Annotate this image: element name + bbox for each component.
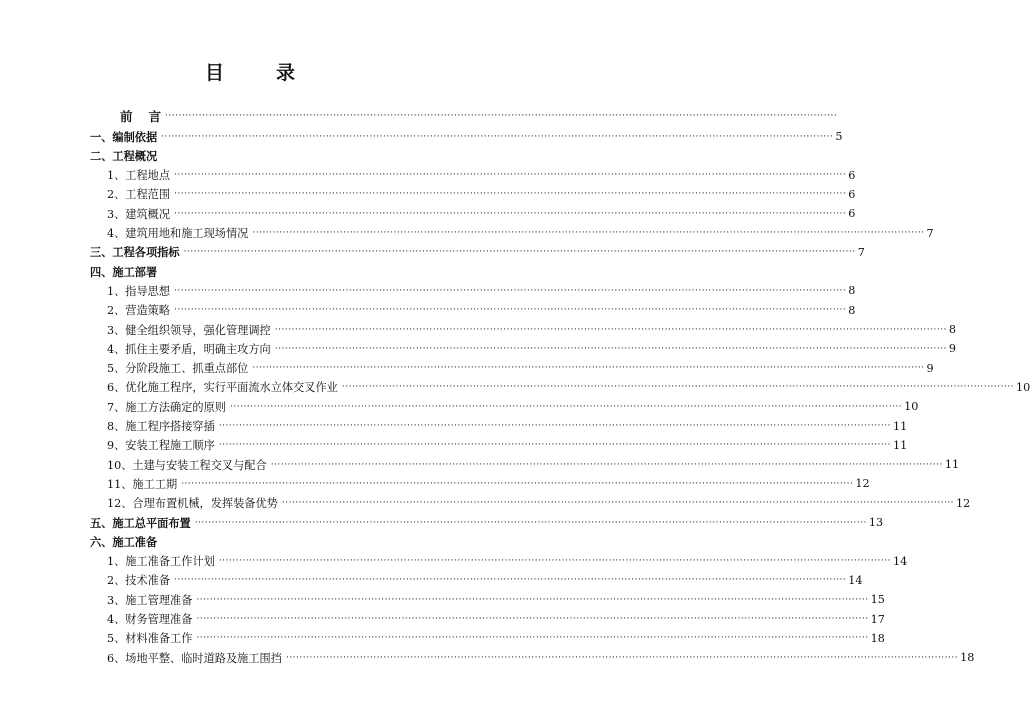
toc-entry-page: 8 <box>848 303 856 317</box>
toc-entry[interactable] <box>107 591 885 609</box>
toc-entry-label: 8、施工程序搭接穿插 <box>107 420 215 433</box>
toc-entry-label: 三、工程各项指标 <box>90 245 180 260</box>
toc-leader-dots: ········································································································································································································ <box>174 575 847 586</box>
toc-entry-page: 14 <box>848 573 863 587</box>
toc-leader-dots: ········································································································································································································ <box>285 652 959 663</box>
toc-entry-page: 15 <box>870 593 885 607</box>
toc-entry-label: 五、施工总平面布置 <box>90 515 191 530</box>
toc-entry-page: 6 <box>848 187 856 201</box>
toc-leader-dots: ········································································································································································································ <box>196 633 869 644</box>
toc-entry-label: 六、施工准备 <box>90 534 158 549</box>
toc-entry[interactable] <box>107 185 856 203</box>
toc-entry-page: 11 <box>892 438 908 452</box>
toc-entry-page: 11 <box>944 458 960 472</box>
toc-entry-page: 6 <box>848 168 856 182</box>
toc-entry-page: 5 <box>835 130 843 143</box>
toc-leader-dots: ········································································································································································································ <box>174 189 847 200</box>
toc-entry-label: 10、土建与安装工程交叉与配合 <box>107 458 267 472</box>
toc-leader-dots: ········································································································································································································ <box>270 459 943 470</box>
toc-entry[interactable] <box>107 340 957 358</box>
toc-entry[interactable] <box>107 456 960 474</box>
toc-entry-label: 2、营造策略 <box>107 304 171 318</box>
toc-entry-page: 18 <box>870 631 885 645</box>
toc-entry[interactable] <box>107 571 863 589</box>
toc-entry-page: 12 <box>956 496 971 510</box>
toc-entry-page: 8 <box>948 323 957 336</box>
toc-entry[interactable] <box>107 436 908 454</box>
toc-entry-page: 9 <box>948 342 957 356</box>
toc-leader-dots: ········································································································································································································ <box>274 324 947 335</box>
toc-entry-label: 前 言 <box>120 109 162 124</box>
toc-entry[interactable] <box>107 301 856 319</box>
toc-entry-page: 10 <box>904 400 919 414</box>
toc-entry-label: 四、施工部署 <box>90 264 158 279</box>
toc-entry-page: 11 <box>892 419 908 433</box>
toc-entry-page: 12 <box>855 477 870 491</box>
toc-leader-dots: ········································································································································································································ <box>252 228 925 238</box>
toc-entry-label: 5、材料准备工作 <box>107 632 193 646</box>
toc-entry-label: 1、工程地点 <box>107 169 171 183</box>
toc-leader-dots: ········································································································································································································ <box>230 401 903 412</box>
toc-entry-label: 5、分阶段施工、抓重点部位 <box>107 362 249 376</box>
toc-entry-label: 6、优化施工程序，实行平面流水立体交叉作业 <box>107 381 338 395</box>
toc-leader-dots: ········································································································································································································ <box>161 131 834 142</box>
toc-entry[interactable] <box>107 629 885 647</box>
toc-entry[interactable] <box>90 243 865 261</box>
toc-entry[interactable] <box>107 398 919 416</box>
toc-entry-label: 2、工程范围 <box>107 188 171 202</box>
toc-entry-preface[interactable] <box>120 107 838 125</box>
toc-entry-page: 9 <box>926 361 934 375</box>
toc-entry-page: 7 <box>857 245 865 259</box>
toc-entry-label: 4、抓住主要矛盾，明确主攻方向 <box>107 342 271 356</box>
toc-entry-label: 11、施工工期 <box>107 477 178 491</box>
toc-entry-label: 12、合理布置机械，发挥装备优势 <box>107 497 278 511</box>
toc-title-char-2: 录 <box>276 62 296 84</box>
toc-entry[interactable] <box>107 417 908 435</box>
toc-leader-dots: ········································································································································································································ <box>174 285 847 296</box>
toc-entry-label: 3、健全组织领导，强化管理调控 <box>107 323 271 337</box>
toc-leader-dots: ········································································································································································································ <box>174 170 847 181</box>
toc-leader-dots: ········································································································································································································ <box>174 208 847 219</box>
toc-entry[interactable] <box>107 649 975 667</box>
toc-entry[interactable] <box>107 610 885 628</box>
toc-leader-dots: ········································································································································································································ <box>181 478 854 489</box>
toc-entry-page: 10 <box>1016 380 1030 394</box>
toc-entry-label: 3、施工管理准备 <box>107 593 193 607</box>
toc-entry-page: 8 <box>848 284 856 298</box>
toc-entry[interactable] <box>90 147 419 165</box>
toc-entry[interactable] <box>107 552 908 570</box>
toc-entry-page: 6 <box>848 207 856 221</box>
toc-leader-dots: ········································································································································································································ <box>196 614 869 624</box>
toc-entry-label: 1、施工准备工作计划 <box>107 555 215 569</box>
toc-entry[interactable] <box>90 533 419 551</box>
toc-entry[interactable] <box>90 514 884 532</box>
toc-entry-label: 6、场地平整、临时道路及施工围挡 <box>107 651 282 665</box>
toc-leader-dots: ········································································································································································································ <box>194 517 867 528</box>
toc-entry-page: 14 <box>892 554 908 568</box>
toc-leader-dots: ········································································································································································································ <box>165 111 838 121</box>
toc-entry[interactable] <box>107 359 934 377</box>
toc-entry-page: 7 <box>926 226 934 240</box>
toc-entry[interactable] <box>90 263 419 281</box>
toc-title-char-1: 目 <box>204 62 224 84</box>
toc-entry-label: 1、指导思想 <box>107 284 171 298</box>
toc-entry[interactable] <box>107 321 957 339</box>
toc-entry-label: 9、安装工程施工顺序 <box>107 439 215 453</box>
toc-title <box>0 58 500 85</box>
toc-leader-dots: ········································································································································································································ <box>252 363 925 374</box>
toc-leader-dots: ········································································································································································································ <box>196 594 869 605</box>
toc-entry-page: 18 <box>960 651 975 665</box>
toc-entry[interactable] <box>107 282 856 300</box>
toc-entry[interactable] <box>107 205 856 223</box>
toc-entry[interactable] <box>107 475 870 493</box>
toc-entry-page: 13 <box>868 516 884 529</box>
toc-entry-page: 17 <box>870 612 885 626</box>
toc-entry[interactable] <box>107 494 971 512</box>
toc-entry-label: 3、建筑概况 <box>107 207 171 221</box>
toc-entry[interactable] <box>90 128 843 146</box>
toc-leader-dots: ········································································································································································································ <box>218 421 891 431</box>
toc-leader-dots: ········································································································································································································ <box>218 556 891 567</box>
toc-entry-label: 4、财务管理准备 <box>107 613 193 626</box>
toc-leader-dots: ········································································································································································································ <box>174 305 847 316</box>
toc-entry[interactable] <box>107 378 1030 396</box>
toc-leader-dots: ········································································································································································································ <box>281 498 955 509</box>
toc-leader-dots: ········································································································································································································ <box>274 343 947 354</box>
toc-entry[interactable] <box>107 166 856 184</box>
toc-leader-dots: ········································································································································································································ <box>218 440 891 451</box>
toc-leader-dots: ········································································································································································································ <box>341 382 1015 393</box>
toc-entry[interactable] <box>107 224 934 242</box>
toc-leader-dots: ········································································································································································································ <box>183 247 856 258</box>
toc-entry-label: 4、建筑用地和施工现场情况 <box>107 227 249 240</box>
toc-entry-label: 二、工程概况 <box>90 148 158 163</box>
toc-entry-label: 2、技术准备 <box>107 574 171 588</box>
toc-entry-label: 一、编制依据 <box>90 129 158 144</box>
toc-entry-label: 7、施工方法确定的原则 <box>107 400 226 414</box>
